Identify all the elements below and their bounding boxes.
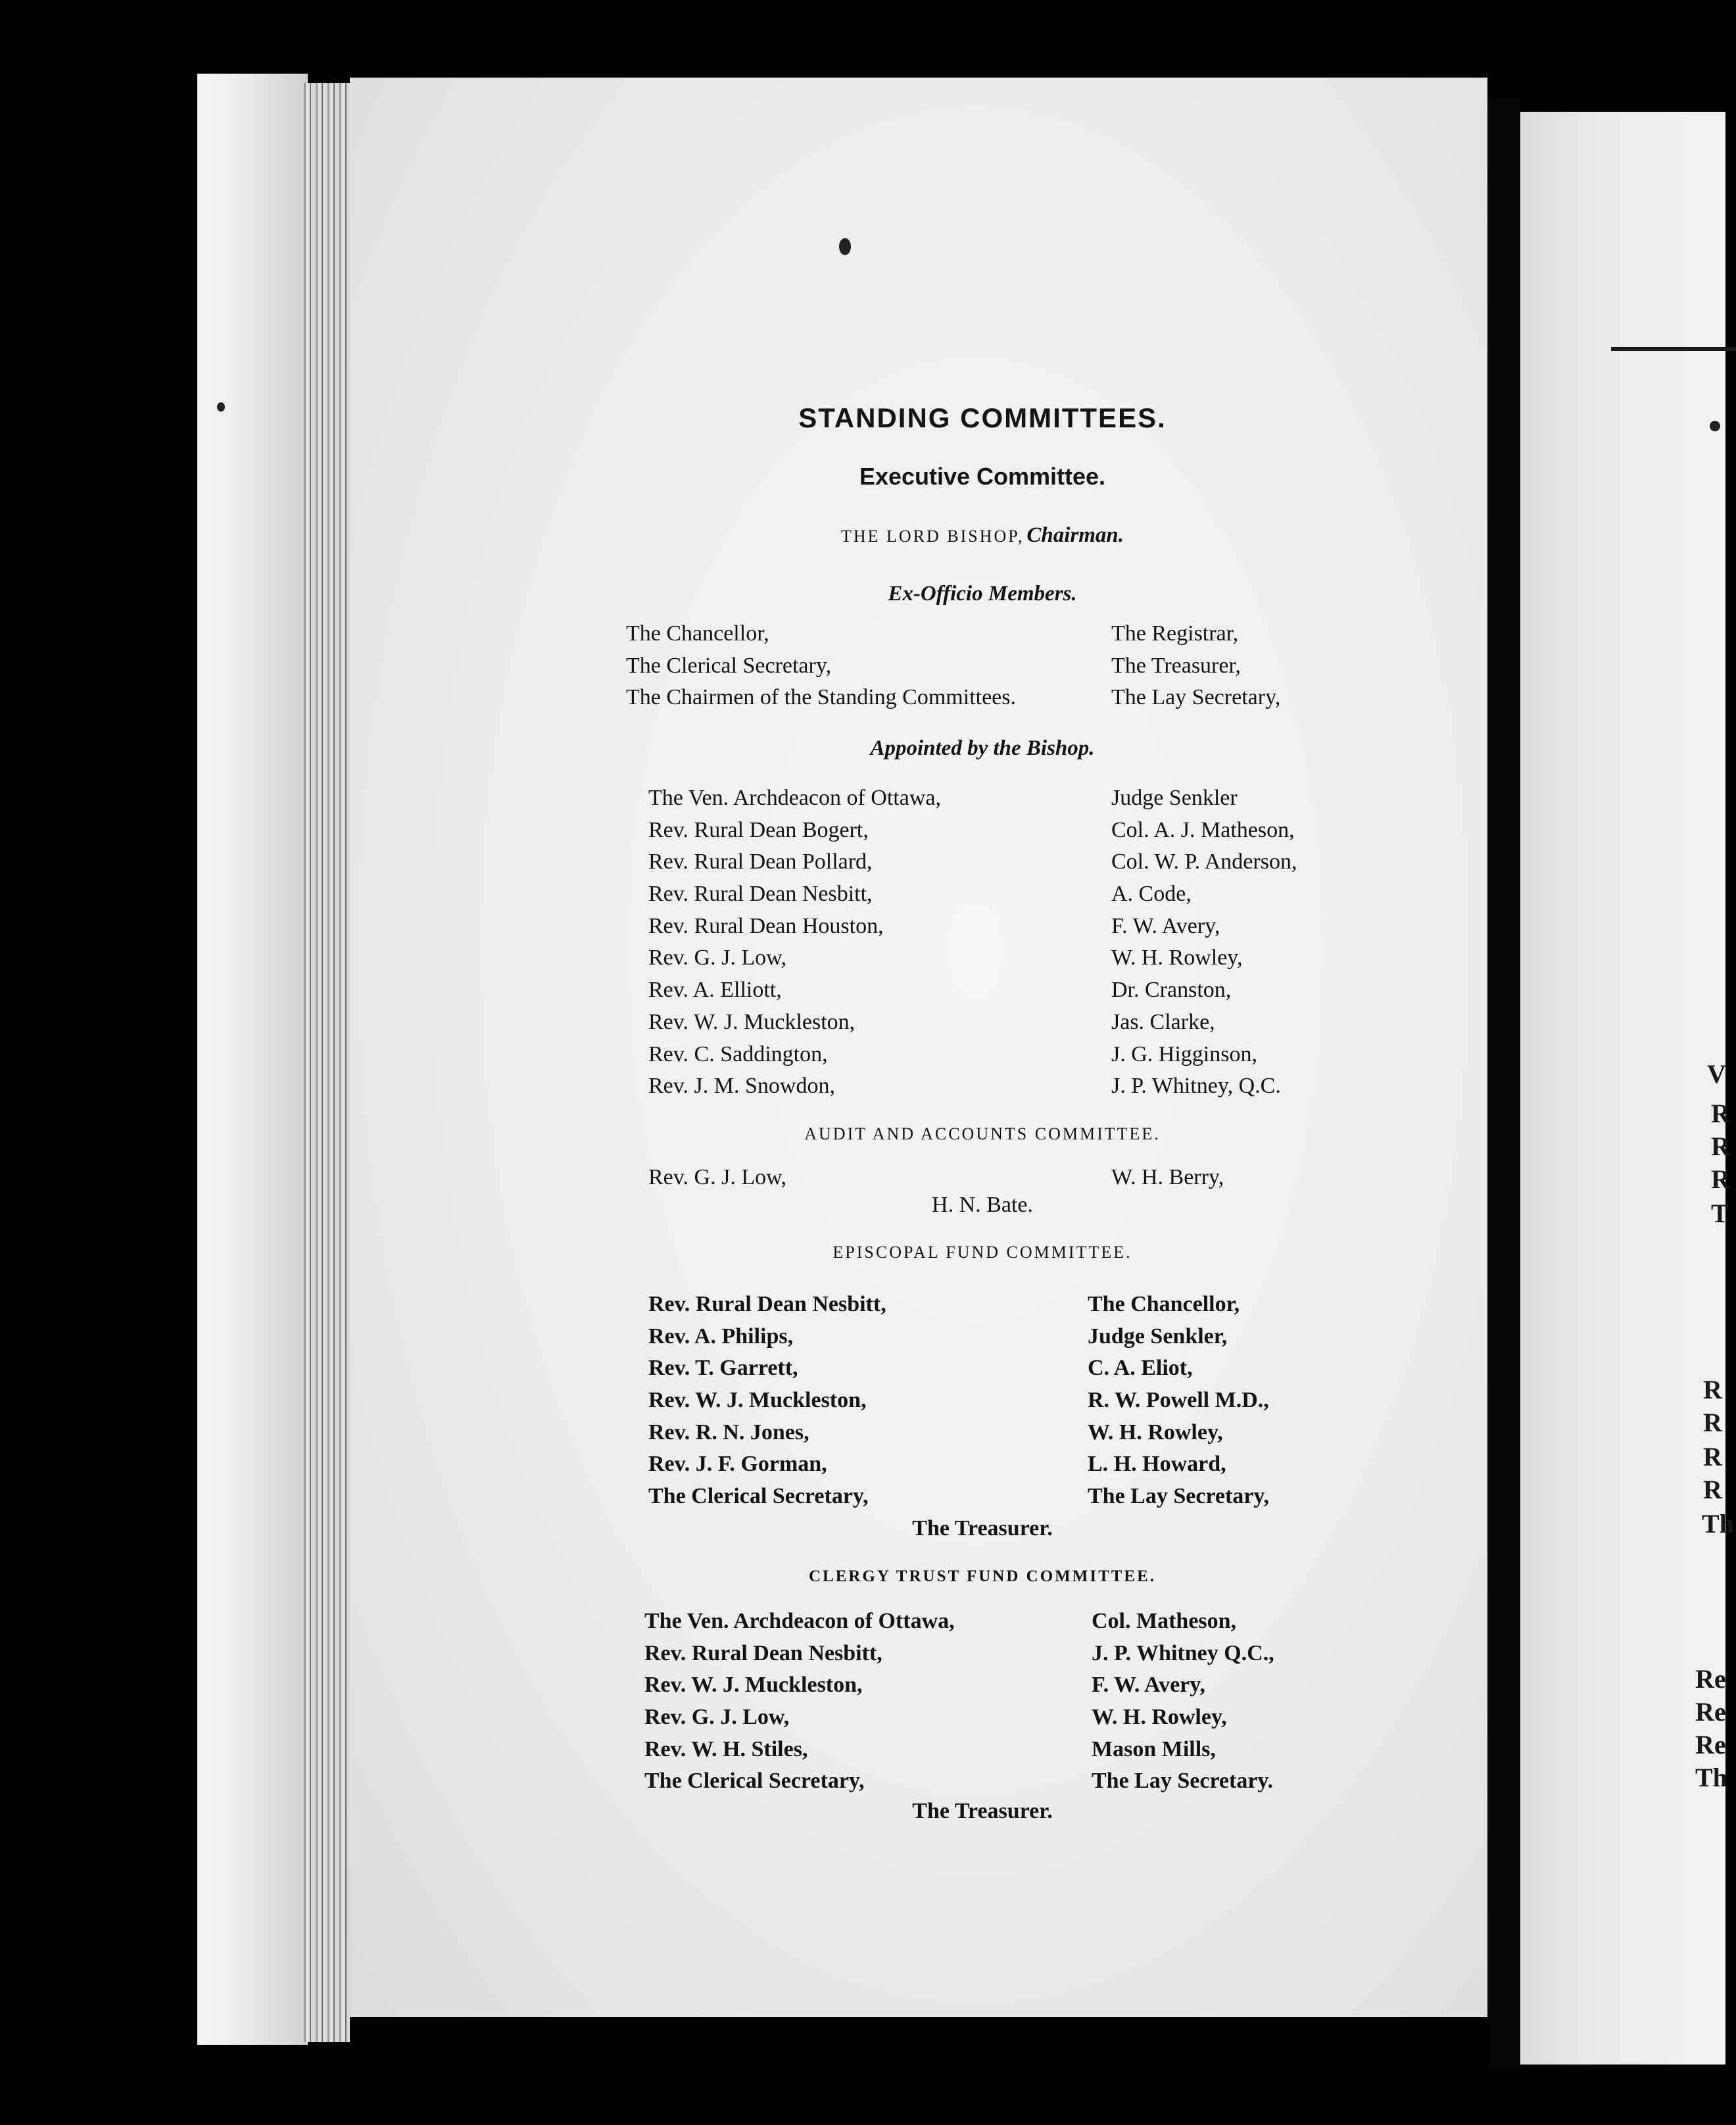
appointed-right-column (1111, 782, 1297, 1103)
facing-fragment: T (1711, 1199, 1729, 1228)
member-name: Rev. W. H. Stiles, (644, 1736, 808, 1761)
member-name: The Clerical Secretary, (626, 653, 832, 678)
facing-fragment: R (1703, 1408, 1722, 1437)
clergy-right-column (1092, 1606, 1274, 1798)
audit-center-member: H. N. Bate. (932, 1193, 1033, 1217)
episcopal-right-column (1088, 1289, 1269, 1513)
chair-name: THE LORD BISHOP, (840, 527, 1025, 546)
member-name: Rev. Rural Dean Nesbitt, (644, 1640, 882, 1665)
member-name: The Registrar, (1111, 621, 1239, 646)
member-name: J. P. Whitney Q.C., (1092, 1640, 1274, 1665)
facing-fragment: R (1703, 1442, 1722, 1471)
member-name: Rev. W. J. Muckleston, (648, 1009, 856, 1034)
binding-gutter (1487, 99, 1520, 2071)
member-name: Dr. Cranston, (1111, 978, 1232, 1003)
ex-officio-left-column (626, 618, 1016, 714)
member-name: The Clerical Secretary, (648, 1484, 869, 1509)
member-name: Rev. J. M. Snowdon, (648, 1074, 835, 1099)
facing-fragment: Re (1695, 1697, 1726, 1727)
member-name: Rev. W. J. Muckleston, (648, 1388, 867, 1413)
clergy-left-column (644, 1606, 955, 1798)
facing-fragment: R (1711, 1132, 1730, 1161)
member-name: Rev. Rural Dean Nesbitt, (648, 1292, 886, 1316)
member-name: J. G. Higginson, (1111, 1041, 1257, 1066)
member-name: Rev. G. J. Low, (648, 945, 786, 970)
member-name: J. P. Whitney, Q.C. (1111, 1074, 1281, 1099)
member-name: Jas. Clarke, (1111, 1009, 1215, 1034)
facing-fragment: V (1707, 1059, 1726, 1089)
member-name: The Chancellor, (1088, 1292, 1240, 1316)
member-name: Col. A. J. Matheson, (1111, 817, 1295, 842)
executive-chair (841, 523, 1124, 548)
member-name: Rev. R. N. Jones, (648, 1420, 809, 1445)
episcopal-center-member: The Treasurer. (912, 1516, 1053, 1540)
facing-page (1520, 112, 1734, 2065)
member-name: Rev. Rural Dean Houston, (648, 913, 884, 938)
ex-officio-right-column (1111, 618, 1280, 714)
member-name: Rev. Rural Dean Bogert, (648, 817, 869, 842)
member-name: The Ven. Archdeacon of Ottawa, (644, 1609, 955, 1633)
member-name: Judge Senkler, (1088, 1324, 1228, 1349)
page-title: STANDING COMMITTEES. (798, 402, 1167, 433)
member-name: W. H. Rowley, (1088, 1420, 1223, 1445)
audit-heading: AUDIT AND ACCOUNTS COMMITTEE. (804, 1124, 1161, 1143)
member-name: The Chancellor, (626, 621, 769, 646)
chair-role: Chairman. (1026, 523, 1124, 547)
facing-fragment: Th (1702, 1509, 1734, 1539)
member-name: R. W. Powell M.D., (1088, 1388, 1269, 1413)
facing-fragment: R (1703, 1375, 1722, 1404)
member-name: F. W. Avery, (1092, 1673, 1205, 1698)
member-name: The Clerical Secretary, (644, 1769, 865, 1794)
member-name: The Lay Secretary, (1111, 685, 1281, 710)
member-name: L. H. Howard, (1088, 1452, 1226, 1477)
scan-speck (839, 238, 851, 255)
executive-heading: Executive Committee. (859, 463, 1106, 490)
audit-right-member: W. H. Berry, (1111, 1165, 1224, 1189)
member-name: The Chairmen of the Standing Committees. (626, 685, 1017, 710)
member-name: Judge Senkler (1111, 786, 1238, 810)
facing-fragment: Th (1695, 1763, 1727, 1792)
member-name: Rev. A. Elliott, (648, 978, 782, 1003)
scan-speck (1710, 421, 1720, 431)
member-name: Mason Mills, (1092, 1736, 1216, 1761)
episcopal-left-column (648, 1289, 886, 1513)
clergy-heading: CLERGY TRUST FUND COMMITTEE. (808, 1567, 1157, 1585)
member-name: Rev. C. Saddington, (648, 1041, 828, 1066)
facing-fragment: R (1703, 1475, 1722, 1504)
page-edge-stack (304, 83, 350, 2042)
member-name: Col. W. P. Anderson, (1111, 849, 1297, 874)
facing-fragment: R (1711, 1099, 1730, 1128)
member-name: Rev. G. J. Low, (644, 1705, 790, 1730)
audit-left-member: Rev. G. J. Low, (648, 1165, 786, 1189)
member-name: W. H. Rowley, (1092, 1705, 1227, 1730)
member-name: C. A. Eliot, (1088, 1356, 1193, 1381)
member-name: The Lay Secretary, (1088, 1484, 1270, 1509)
scan-speck (217, 402, 225, 412)
member-name: Rev. Rural Dean Pollard, (648, 849, 873, 874)
member-name: Rev. J. F. Gorman, (648, 1452, 827, 1477)
member-name: Rev. T. Garrett, (648, 1356, 798, 1381)
member-name: A. Code, (1111, 882, 1192, 907)
facing-fragment: Re (1695, 1664, 1726, 1694)
facing-fragment: Re (1695, 1730, 1726, 1759)
appointed-left-column (648, 782, 941, 1103)
appointed-heading: Appointed by the Bishop. (870, 736, 1095, 760)
member-name: Rev. A. Philips, (648, 1324, 794, 1349)
member-name: Col. Matheson, (1092, 1609, 1237, 1633)
member-name: The Lay Secretary. (1092, 1769, 1274, 1794)
clergy-center-member: The Treasurer. (912, 1799, 1053, 1823)
member-name: The Ven. Archdeacon of Ottawa, (648, 786, 941, 810)
member-name: W. H. Rowley, (1111, 945, 1243, 970)
ex-officio-heading: Ex-Officio Members. (888, 582, 1077, 606)
facing-fragment: R (1711, 1164, 1730, 1194)
episcopal-heading: EPISCOPAL FUND COMMITTEE. (832, 1243, 1132, 1262)
member-name: F. W. Avery, (1111, 913, 1220, 938)
member-name: Rev. W. J. Muckleston, (644, 1673, 863, 1698)
member-name: Rev. Rural Dean Nesbitt, (648, 882, 873, 907)
member-name: The Treasurer, (1111, 653, 1241, 678)
facing-page-rule (1611, 347, 1736, 351)
left-margin-strip (197, 74, 308, 2045)
